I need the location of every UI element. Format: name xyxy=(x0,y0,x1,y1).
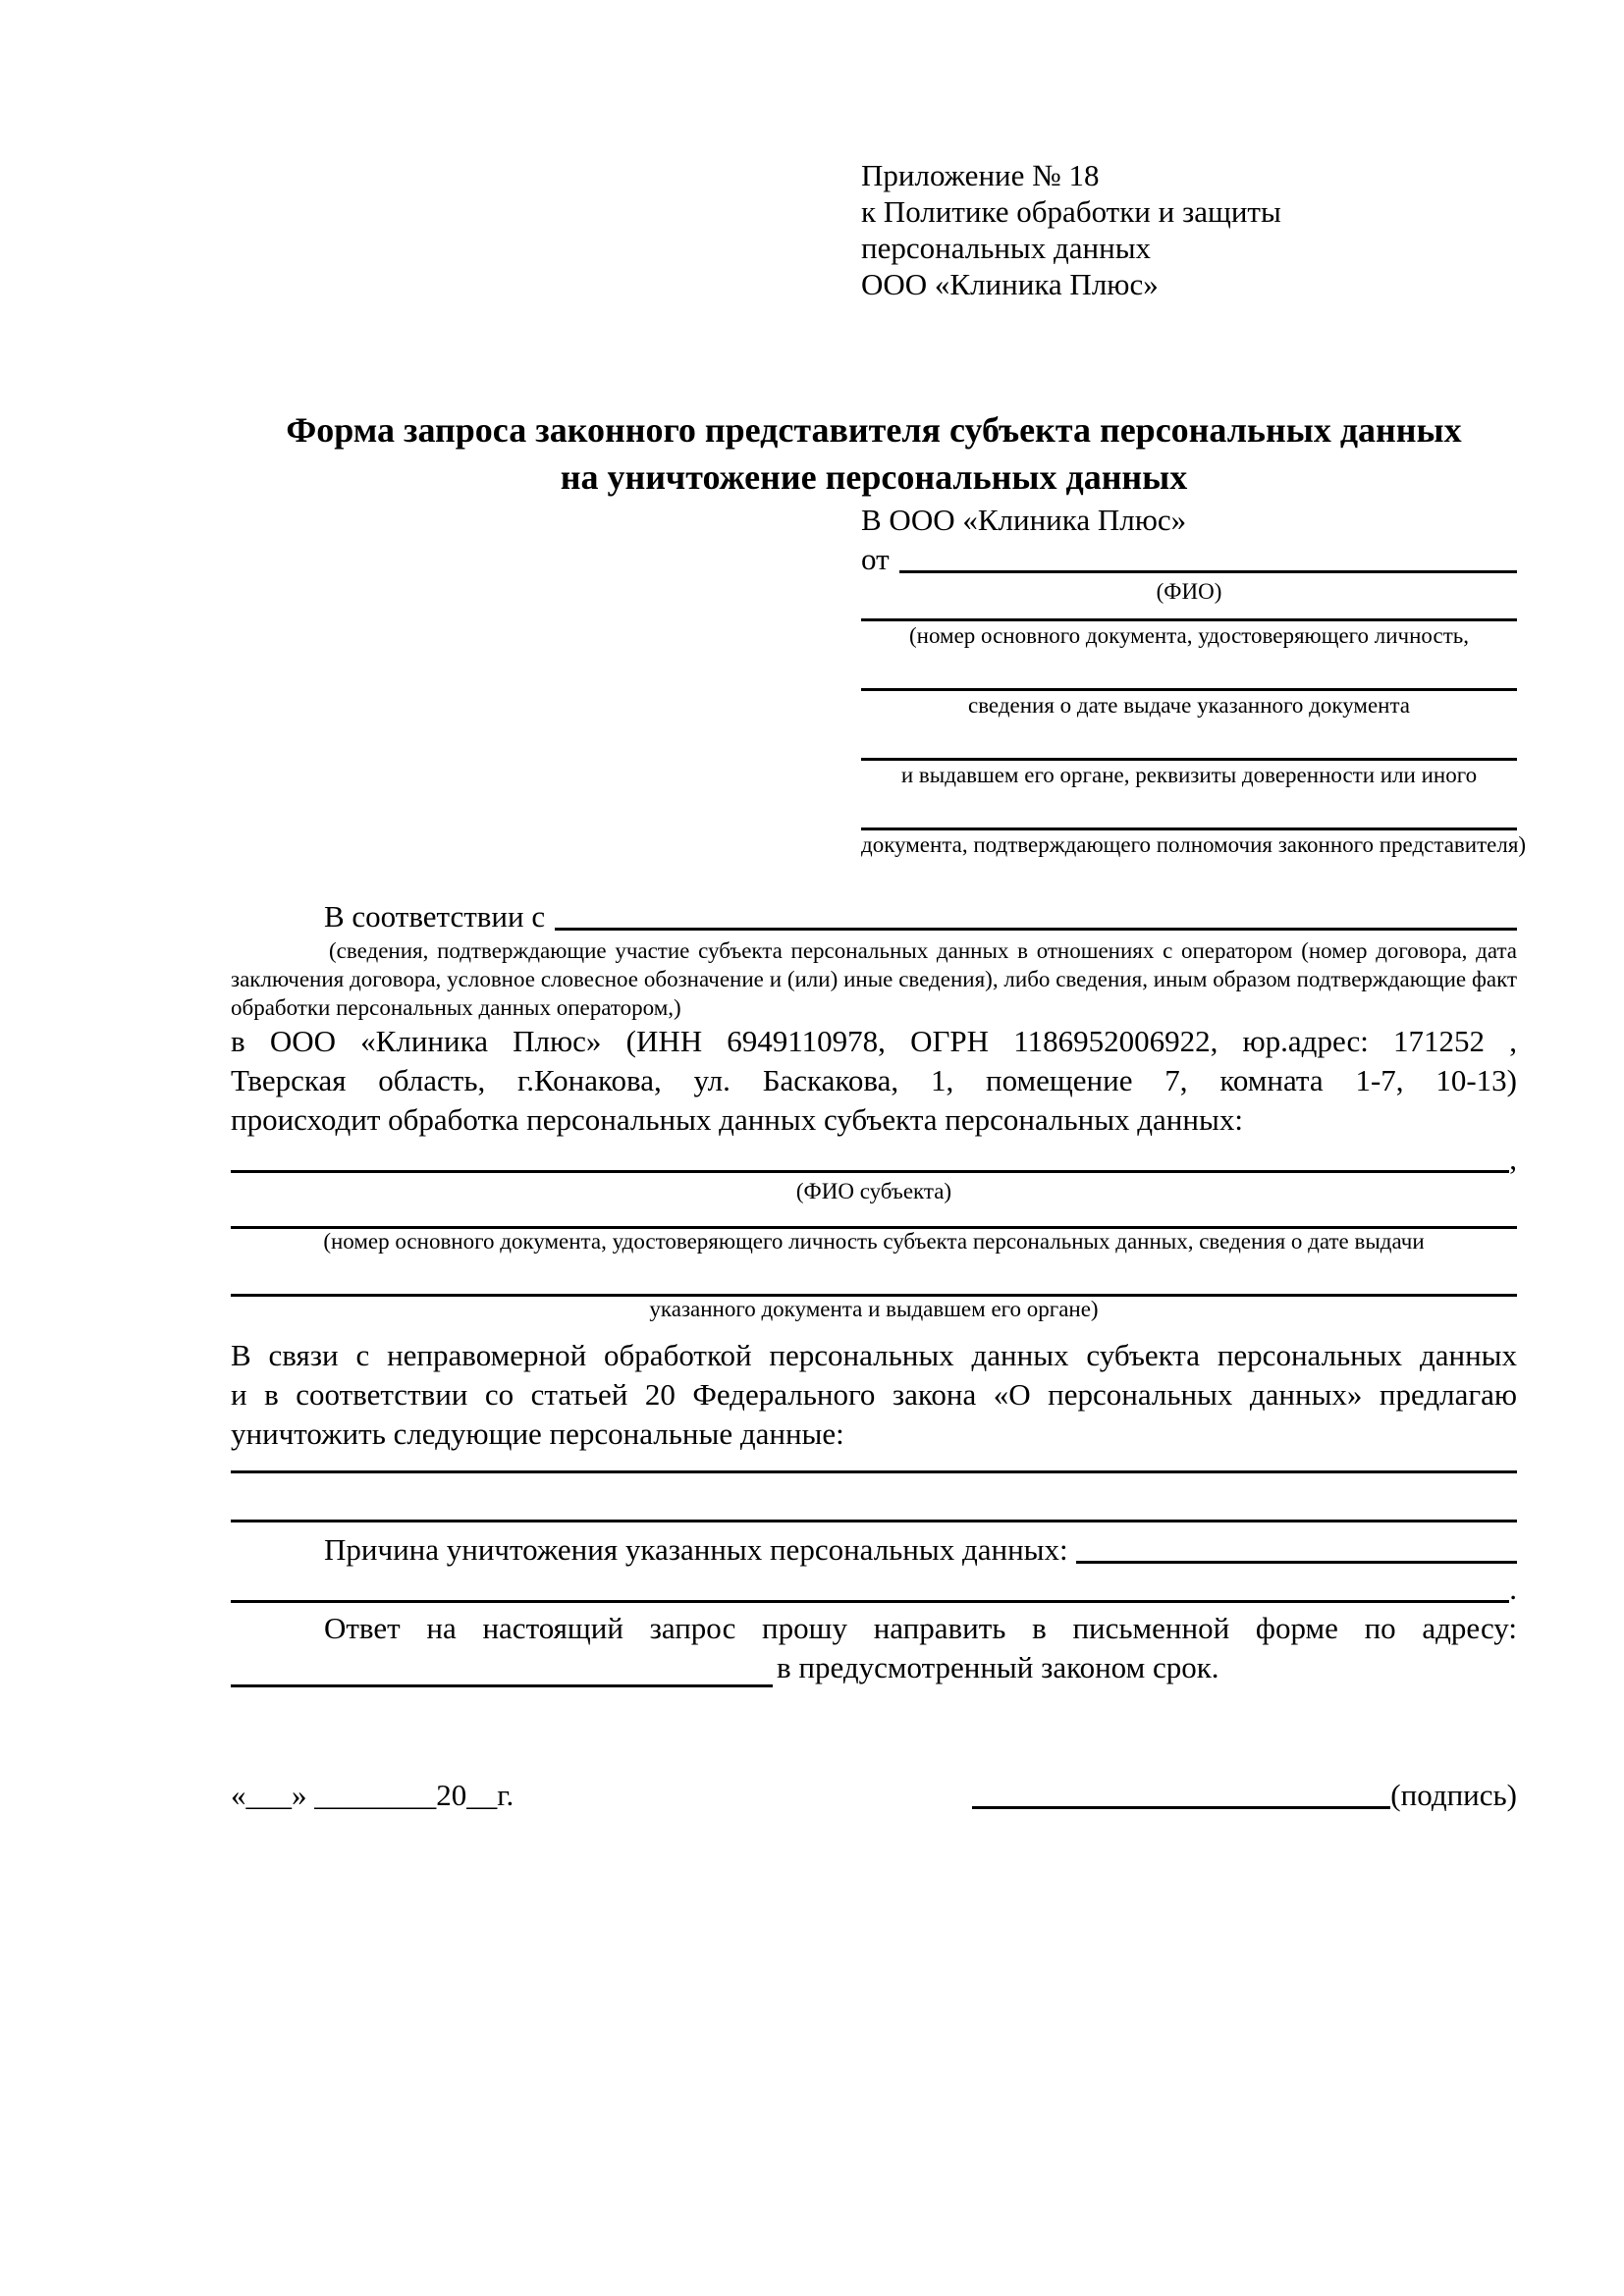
reason-continuation-row xyxy=(231,1570,1517,1609)
representative-doc-field-1 xyxy=(861,618,1517,649)
reason-row xyxy=(231,1530,1517,1570)
subject-fio-field-line[interactable] xyxy=(231,1140,1509,1173)
representative-doc-field-2 xyxy=(861,688,1517,719)
subject-doc-caption-2: указанного документа и выдавшем его органе) xyxy=(649,1297,1099,1321)
accordance-field-line[interactable] xyxy=(555,897,1517,931)
reason-label: Причина уничтожения указанных персональных данных: xyxy=(324,1532,1068,1567)
demand-paragraph xyxy=(231,1336,1517,1454)
accordance-note-line-3: обработки персональных данных оператором,) xyxy=(231,995,681,1020)
form-title xyxy=(231,406,1517,501)
data-to-destroy-field-line-1[interactable] xyxy=(231,1470,1517,1473)
accordance-label: В соответствии с xyxy=(324,899,546,934)
appendix-line-1: Приложение № 18 xyxy=(861,158,1100,192)
appendix-line-4: ООО «Клиника Плюс» xyxy=(861,267,1159,301)
signature-caption: (подпись) xyxy=(1390,1778,1517,1812)
date-blank[interactable]: «___» ________20__г. xyxy=(231,1778,514,1812)
fio-caption: (ФИО) xyxy=(1156,579,1222,604)
addressee-organization: В ООО «Клиника Плюс» xyxy=(861,503,1187,537)
reason-trailing-period: . xyxy=(1509,1572,1517,1606)
footer-row xyxy=(231,1776,1517,1815)
representative-doc-field-line-3[interactable] xyxy=(861,758,1517,761)
demand-paragraph-line-3: уничтожить следующие персональные данные: xyxy=(231,1416,844,1451)
representative-doc-caption-1: (номер основного документа, удостоверяющего личность, xyxy=(908,623,1469,648)
representative-doc-caption-3: и выдавшем его органе, реквизиты доверенности или иного xyxy=(900,763,1478,787)
reply-sentence: Ответ на настоящий запрос прошу направить в письменной форме по адресу: xyxy=(324,1611,1517,1645)
representative-doc-field-line-2[interactable] xyxy=(861,688,1517,691)
operator-paragraph-line-1: в ООО «Клиника Плюс» (ИНН 6949110978, ОГРН 1186952006922, юр.адрес: 171252 , xyxy=(231,1024,1517,1058)
subject-fio-trailing-comma: , xyxy=(1509,1142,1517,1176)
reason-field-line-2[interactable] xyxy=(231,1570,1509,1603)
form-title-line-1: Форма запроса законного представителя субъекта персональных данных xyxy=(286,410,1462,450)
subject-fio-caption: (ФИО субъекта) xyxy=(795,1179,952,1203)
signature-field-line[interactable] xyxy=(972,1806,1390,1809)
reason-field-line-1[interactable] xyxy=(1076,1530,1517,1564)
representative-doc-field-4 xyxy=(861,828,1527,858)
reply-address-field-line[interactable] xyxy=(231,1684,773,1687)
appendix-note xyxy=(861,157,1517,302)
accordance-note-line-2: заключения договора, условное словесное обозначение и (или) иные сведения), либо сведения, иным образом подтверждающие факт xyxy=(231,967,1517,991)
accordance-note xyxy=(231,936,1517,1022)
subject-doc-caption-1: (номер основного документа, удостоверяющего личность субъекта персональных данных, сведения о дате выдачи xyxy=(323,1229,1425,1254)
from-row xyxy=(861,540,1517,579)
form-title-line-2: на уничтожение персональных данных xyxy=(560,457,1188,497)
data-to-destroy-field-line-2[interactable] xyxy=(231,1520,1517,1522)
representative-doc-field-line-1[interactable] xyxy=(861,618,1517,621)
addressee-block xyxy=(861,501,1527,858)
operator-paragraph xyxy=(231,1022,1517,1140)
operator-paragraph-line-3: происходит обработка персональных данных субъекта персональных данных: xyxy=(231,1102,1243,1137)
representative-doc-field-line-4[interactable] xyxy=(861,828,1517,830)
demand-paragraph-line-2: и в соответствии со статьей 20 Федерального закона «О персональных данных» предлагаю xyxy=(231,1377,1517,1412)
signature-group xyxy=(972,1776,1517,1815)
appendix-line-3: персональных данных xyxy=(861,231,1152,265)
demand-paragraph-line-1: В связи с неправомерной обработкой персональных данных субъекта персональных данных xyxy=(231,1338,1517,1372)
representative-doc-caption-4: документа, подтверждающего полномочия законного представителя) xyxy=(861,832,1527,857)
subject-fio-row xyxy=(231,1140,1517,1179)
from-label: от xyxy=(861,542,890,576)
appendix-line-2: к Политике обработки и защиты xyxy=(861,194,1281,229)
reply-tail-text: в предусмотренный законом срок. xyxy=(777,1650,1219,1684)
operator-paragraph-line-2: Тверская область, г.Конакова, ул. Баскакова, 1, помещение 7, комната 1-7, 10-13) xyxy=(231,1063,1517,1097)
accordance-note-line-1: (сведения, подтверждающие участие субъекта персональных данных в отношениях с оператором (номер договора, дата xyxy=(329,938,1517,963)
accordance-row xyxy=(231,897,1517,936)
reply-address-row xyxy=(231,1648,1517,1687)
from-fio-field-line[interactable] xyxy=(899,540,1517,573)
representative-doc-caption-2: сведения о дате выдаче указанного документа xyxy=(967,693,1411,718)
representative-doc-field-3 xyxy=(861,758,1517,788)
